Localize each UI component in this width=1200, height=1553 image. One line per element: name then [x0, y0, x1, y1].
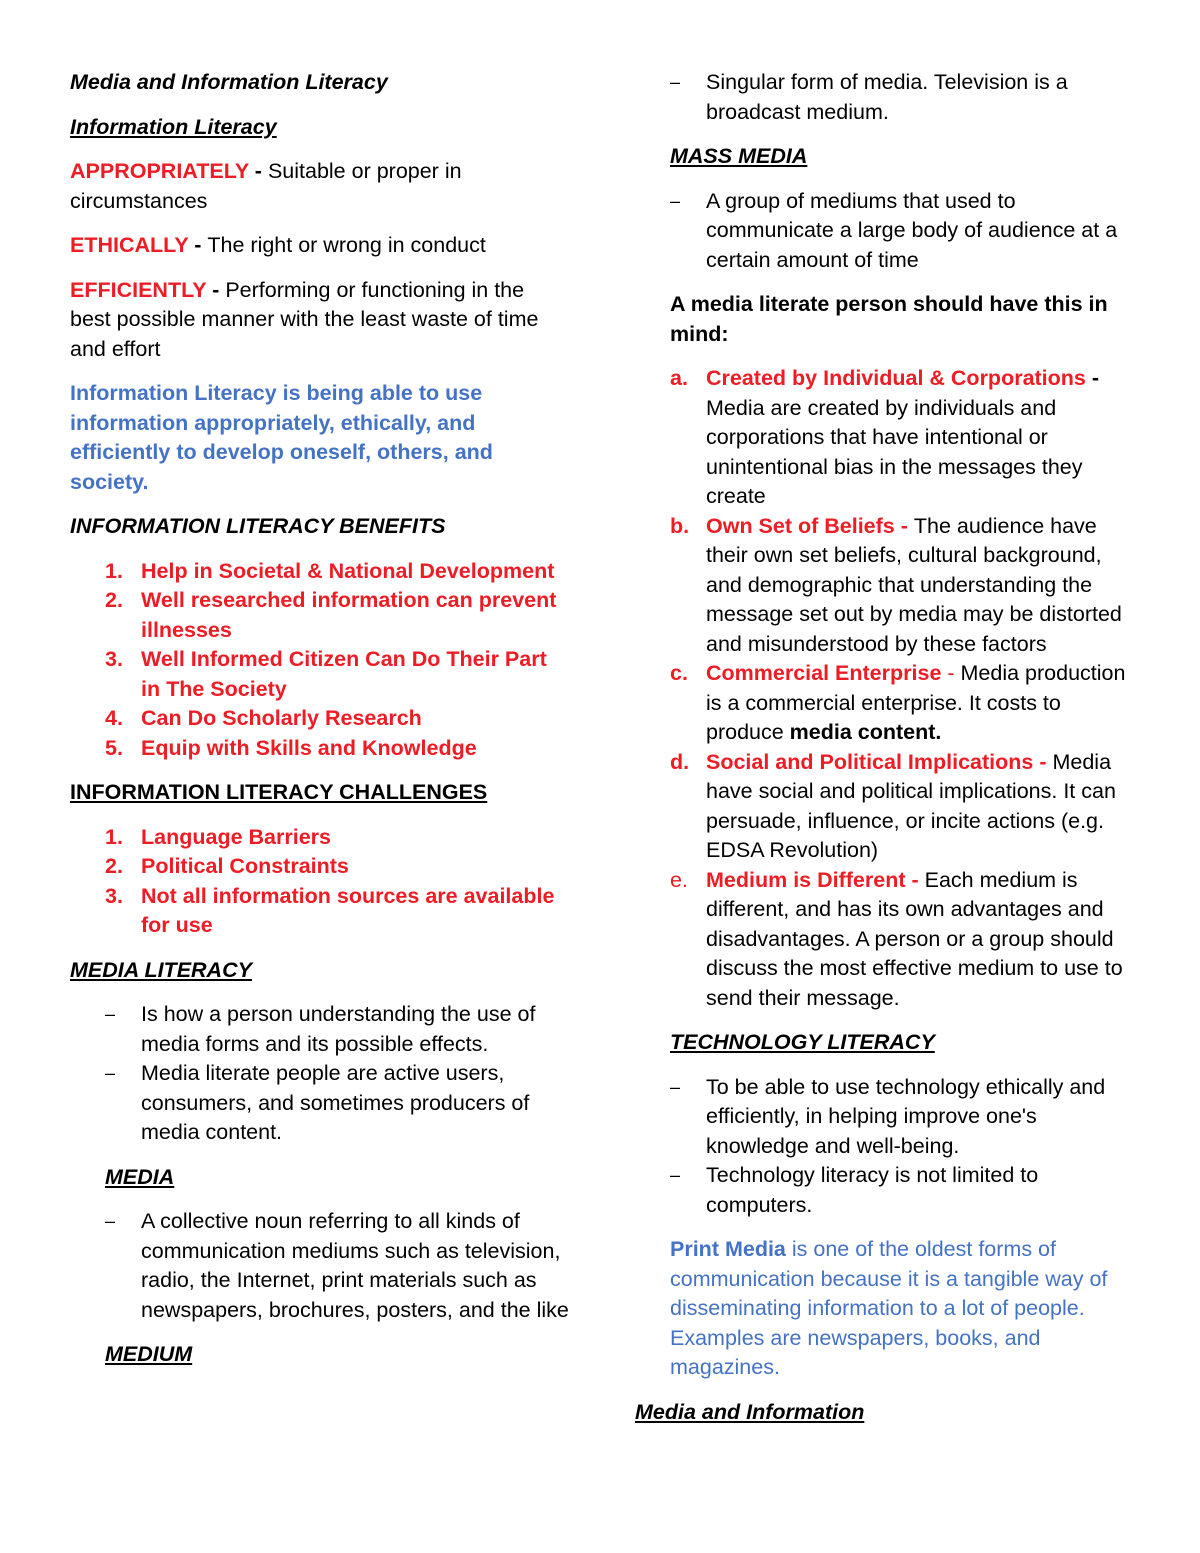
- tech-literacy-heading: TECHNOLOGY LITERACY: [670, 1030, 935, 1054]
- list-item: – Singular form of media. Television is a broadcast medium.: [670, 68, 1140, 127]
- list-item: e. Medium is Different - Each medium is different, and has its own advantages and disadvantages. A person or a group should discuss the most effective medium to use to send their message.: [670, 867, 1123, 1010]
- list-item: – To be able to use technology ethically and efficiently, in helping improve one's knowledge and well-being.: [670, 1073, 1140, 1162]
- mass-media-heading: MASS MEDIA: [670, 144, 808, 168]
- media-literacy-heading: MEDIA LITERACY: [70, 957, 252, 982]
- list-item: 1. Language Barriers: [105, 824, 331, 849]
- medium-heading: MEDIUM: [105, 1342, 193, 1366]
- benefits-heading: INFORMATION LITERACY BENEFITS: [70, 514, 446, 538]
- media-list: [70, 1207, 570, 1325]
- list-item: 3. Not all information sources are available for use: [105, 883, 555, 937]
- list-item: – Media literate people are active users, consumers, and sometimes producers of media content.: [70, 1059, 570, 1148]
- list-item: 5. Equip with Skills and Knowledge: [105, 735, 477, 760]
- list-item: 2. Well researched information can prevent illnesses: [105, 588, 557, 642]
- list-item: 2. Political Constraints: [105, 854, 349, 878]
- media-literacy-list: [70, 1000, 570, 1148]
- list-item: c. Commercial Enterprise - Media production is a commercial enterprise. It costs to produce media content.: [670, 661, 1126, 744]
- left-column: [70, 68, 570, 1385]
- list-item: – A group of mediums that used to communicate a large body of audience at a certain amount of time: [670, 187, 1140, 276]
- list-item: 1. Help in Societal & National Development: [105, 558, 555, 583]
- list-item: b. Own Set of Beliefs - The audience have their own set beliefs, cultural background, and demographic that understanding the message set out by media may be distorted and misunderstood by these factors: [670, 513, 1122, 656]
- challenges-heading: INFORMATION LITERACY CHALLENGES: [70, 780, 488, 804]
- list-item: – Is how a person understanding the use of media forms and its possible effects.: [70, 1000, 570, 1059]
- list-item: 4. Can Do Scholarly Research: [105, 706, 422, 730]
- info-literacy-heading: Information Literacy: [70, 114, 277, 139]
- def-ethically: ETHICALLY - The right or wrong in conduct: [70, 233, 486, 257]
- tech-literacy-list: [670, 1073, 1140, 1221]
- mass-media-list: [670, 187, 1140, 276]
- doc-title: Media and Information Literacy: [70, 70, 388, 94]
- challenges-list: [70, 823, 570, 941]
- mindset-heading: A media literate person should have this in mind:: [670, 292, 1108, 346]
- media-heading: MEDIA: [105, 1164, 175, 1189]
- list-item: – Technology literacy is not limited to computers.: [670, 1161, 1140, 1220]
- list-item: d. Social and Political Implications - Media have social and political implications. It can persuade, influence, or incite actions (e.g. EDSA Revolution): [670, 749, 1116, 862]
- info-literacy-summary: Information Literacy is being able to use information appropriately, ethically, and efficiently to develop oneself, others, and society.: [70, 381, 493, 494]
- print-media-paragraph: Print Media is one of the oldest forms of communication because it is a tangible way of disseminating information to a lot of people. Examples are newspapers, books, and magazines.: [670, 1237, 1108, 1379]
- medium-list: [670, 68, 1140, 127]
- mindset-list: [670, 364, 1140, 1013]
- list-item: a. Created by Individual & Corporations - Media are created by individuals and corporations that have intentional or unintentional bias in the messages they create: [670, 366, 1100, 508]
- media-and-information-heading: Media and Information: [635, 1399, 865, 1424]
- list-item: – A collective noun referring to all kinds of communication mediums such as television, radio, the Internet, print materials such as newspapers, brochures, posters, and the like: [70, 1207, 570, 1325]
- def-appropriately: APPROPRIATELY - Suitable or proper in circumstances: [70, 159, 462, 213]
- right-column: [635, 68, 1140, 1442]
- benefits-list: [70, 557, 570, 764]
- def-efficiently: EFFICIENTLY - Performing or functioning in the best possible manner with the least waste of time and effort: [70, 277, 539, 361]
- list-item: 3. Well Informed Citizen Can Do Their Part in The Society: [105, 647, 547, 701]
